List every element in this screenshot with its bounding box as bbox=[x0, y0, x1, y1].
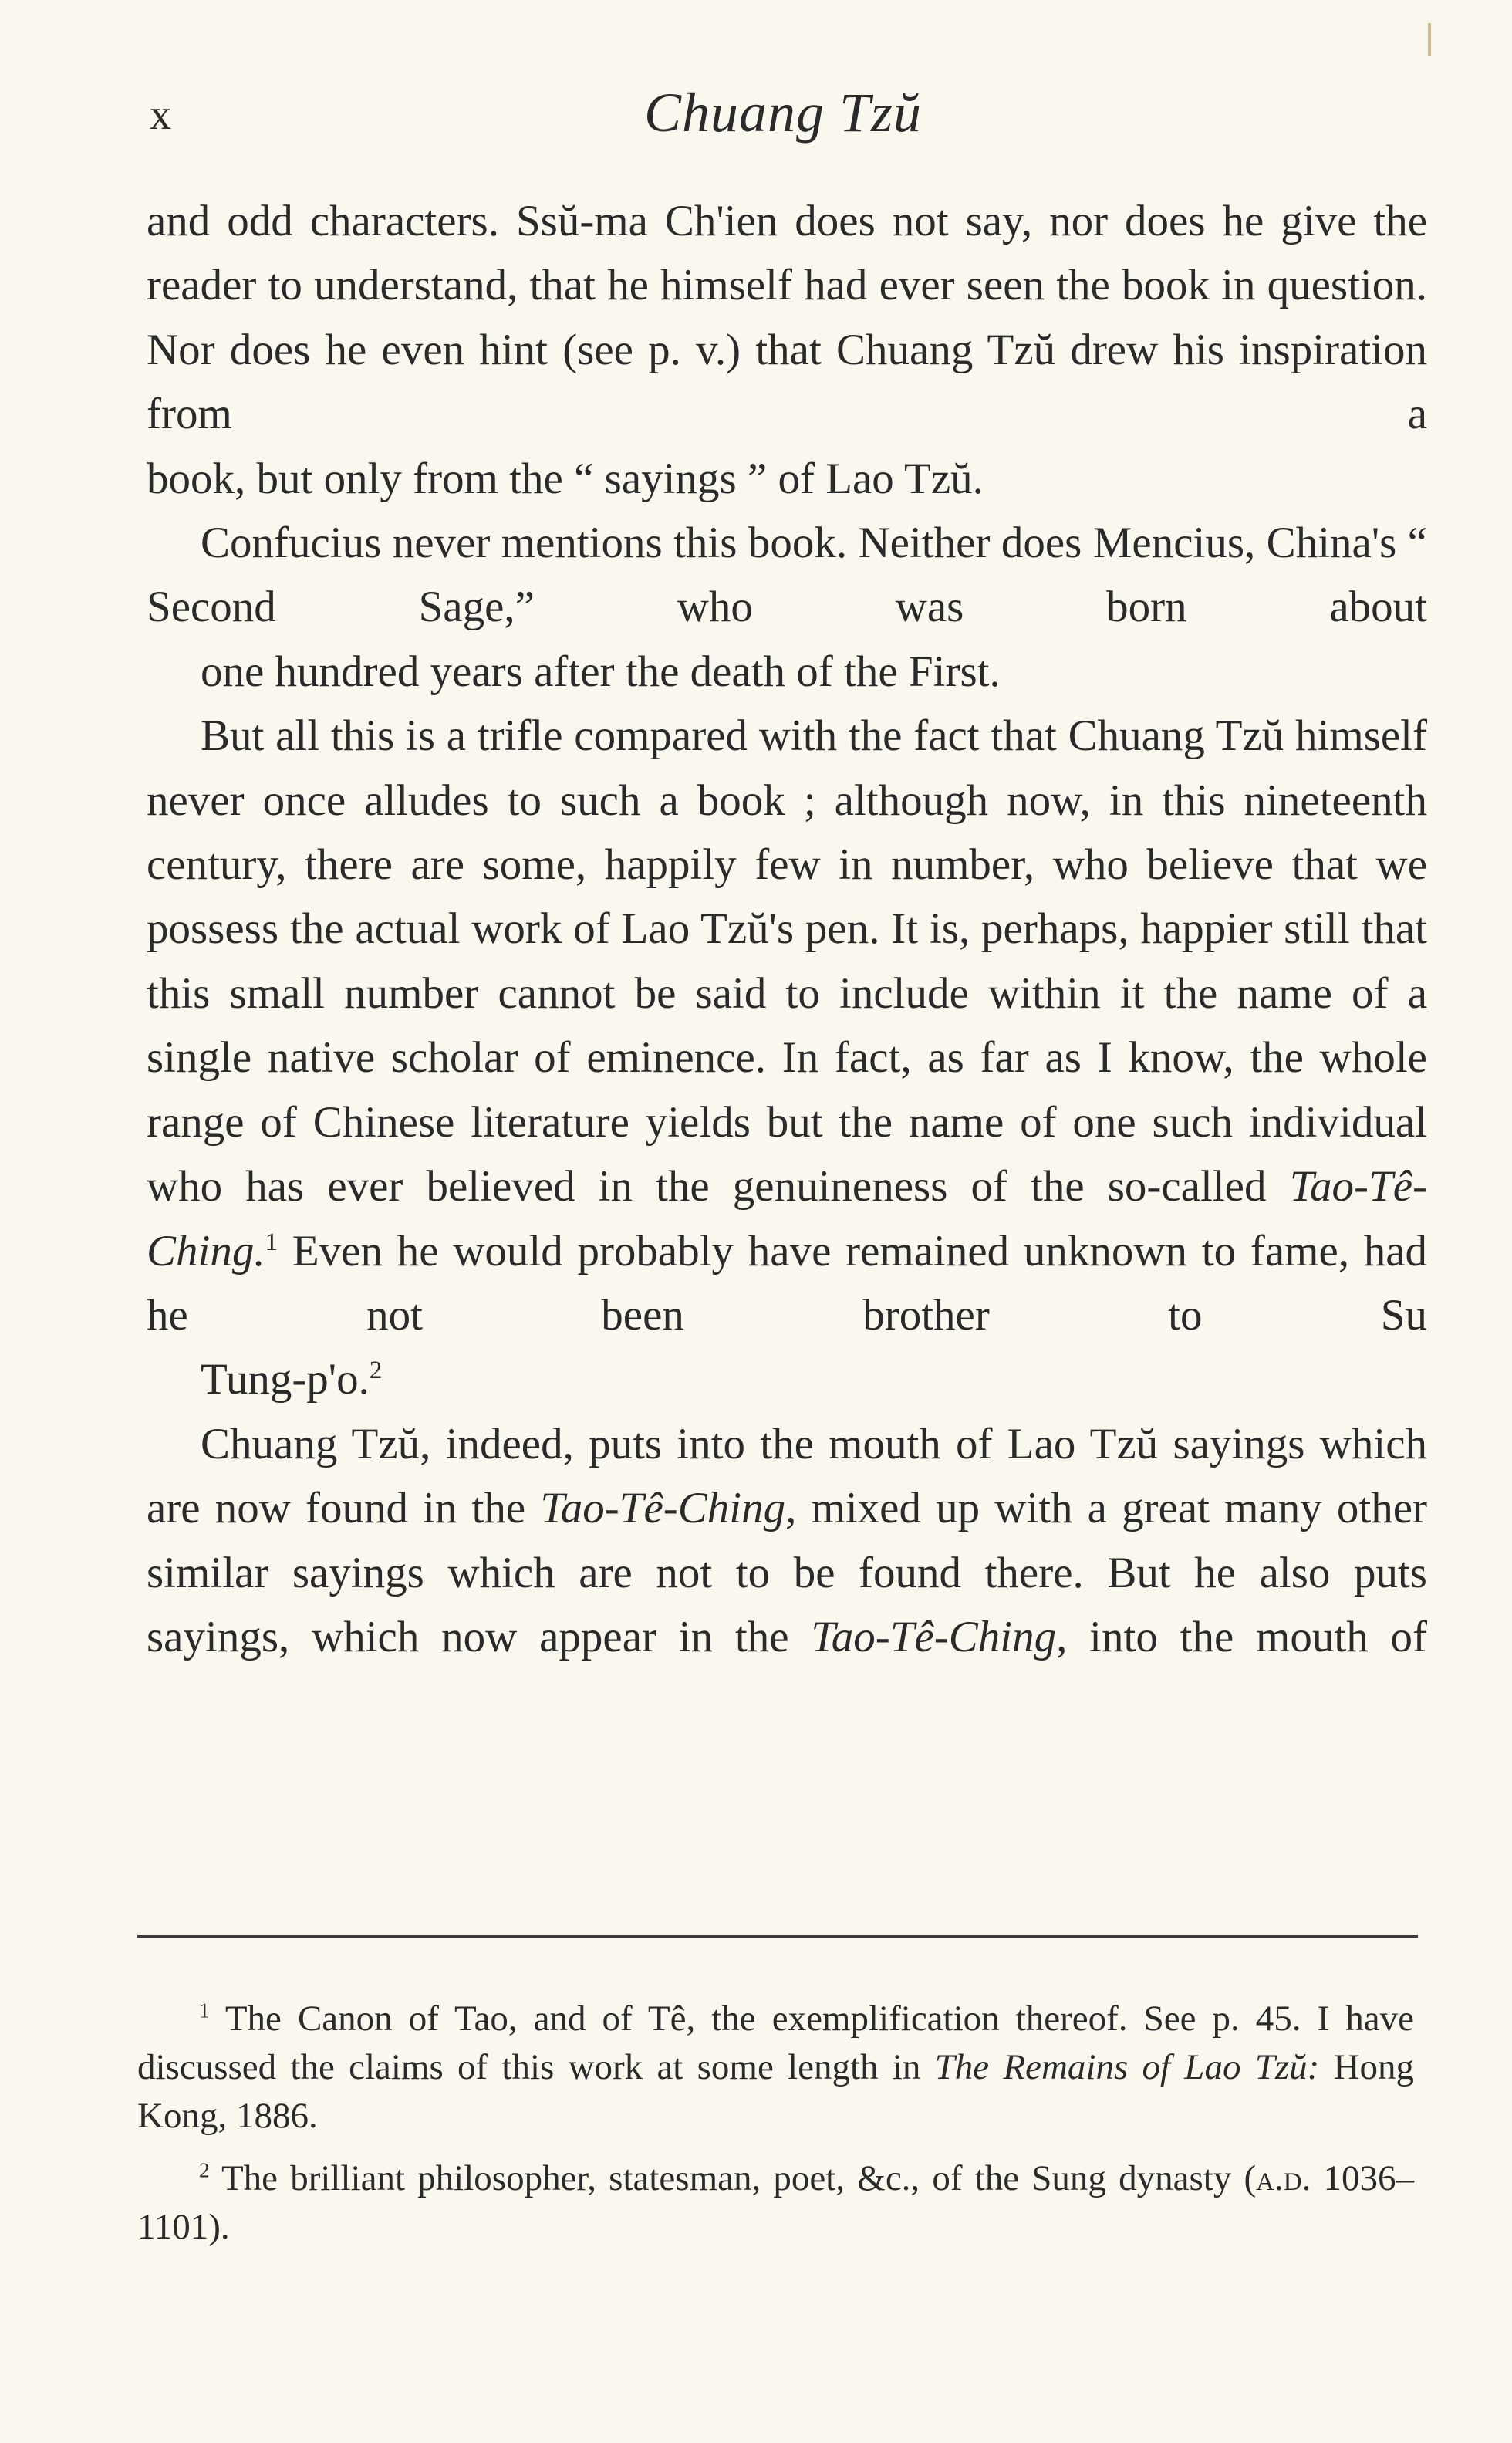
footnote-divider bbox=[137, 1935, 1418, 1938]
text-line: although now, in this nineteenth century, there are some, bbox=[147, 775, 1427, 890]
text-line: In fact, as far as I know, the whole range of Chinese bbox=[147, 1033, 1427, 1147]
text-line: (see p. v.) that Chuang Tzŭ drew his inspiration from a bbox=[147, 325, 1427, 439]
text-line: book, but only from the “ sayings ” of Lao Tzŭ. bbox=[147, 454, 984, 503]
paragraph-2 bbox=[147, 511, 1427, 704]
italic-title: Tao-Tê-Ching, bbox=[540, 1484, 797, 1533]
paragraph-4 bbox=[147, 1412, 1427, 1670]
text-line: now appear in the bbox=[441, 1612, 812, 1661]
footnote-marker: 1 bbox=[199, 1999, 210, 2022]
text-line: literature yields but the name of one such individual bbox=[471, 1097, 1427, 1147]
text-line: up with a great many other similar sayings which are bbox=[147, 1484, 1427, 1597]
text-line: Tung-p'o. bbox=[201, 1355, 370, 1404]
footnote-text: The brilliant philosopher, statesman, poet, &c., of the Sung dynasty ( bbox=[209, 2158, 1257, 2198]
era-abbreviation: a.d. bbox=[1256, 2158, 1311, 2198]
page-edge-mark bbox=[1428, 23, 1431, 56]
footnote-1 bbox=[137, 1995, 1414, 2141]
footnote-text: Hong Kong, 1886. bbox=[137, 2047, 1414, 2136]
footnote-ref-1: 1 bbox=[265, 1228, 278, 1256]
italic-title: Tao-Tê-Ching, bbox=[811, 1612, 1068, 1661]
main-text bbox=[147, 189, 1427, 1669]
italic-title: The Remains of Lao Tzŭ: bbox=[934, 2047, 1320, 2087]
text-line: within it the name of a single native scholar of eminence. bbox=[147, 968, 1428, 1083]
text-line: one hundred years after the death of the First. bbox=[201, 647, 1001, 696]
paragraph-3 bbox=[147, 704, 1427, 1411]
text-line: Even he would probably have remained bbox=[278, 1226, 1010, 1276]
text-line: does he give the reader to understand, that he himself had bbox=[147, 197, 1428, 310]
page-number: x bbox=[150, 91, 173, 139]
text-line: and odd characters. Ssŭ-ma Ch'ien does not say, nor bbox=[147, 197, 1109, 245]
text-line: But all this is a trifle compared with the fact that bbox=[201, 711, 1057, 761]
paragraph-1 bbox=[147, 189, 1427, 511]
text-line: not to be found there. But he also puts sayings, which bbox=[147, 1548, 1427, 1661]
running-head bbox=[147, 81, 1419, 150]
text-line: mixed bbox=[796, 1484, 921, 1533]
italic-title: Tao-Tê-Ching. bbox=[147, 1162, 1428, 1276]
text-line: actual work of Lao Tzŭ's pen. It is, perhaps, happier bbox=[355, 904, 1273, 954]
text-line: into the mouth of bbox=[1067, 1612, 1428, 1661]
text-line: Chuang Tzŭ himself never once alludes to such a book ; bbox=[147, 711, 1427, 825]
footnotes bbox=[137, 1995, 1414, 2266]
footnote-ref-2: 2 bbox=[369, 1357, 383, 1385]
running-title: Chuang Tzŭ bbox=[643, 82, 923, 144]
text-line: unknown to fame, had he not been brother to Su bbox=[147, 1226, 1428, 1340]
text-line: still that this small number cannot be said to include bbox=[147, 904, 1428, 1018]
text-line: sayings which are now found in the bbox=[147, 1419, 1427, 1533]
text-line: Mencius, China's “ Second Sage,” who was born about bbox=[147, 519, 1427, 632]
footnote-text: The Canon of Tao, and of Tê, the exemplification thereof. See p. 45. I have discussed the claims of this work at some length in bbox=[137, 1999, 1414, 2087]
text-line: Chuang Tzŭ, indeed, puts into the mouth of Lao Tzŭ bbox=[201, 1419, 1159, 1468]
footnote-marker: 2 bbox=[199, 2158, 210, 2182]
footnote-2 bbox=[137, 2154, 1414, 2252]
text-line: ever seen the book in question. Nor does he even hint bbox=[147, 261, 1427, 374]
text-line: happily few in number, who believe that we possess the bbox=[147, 840, 1427, 954]
footnote-text: 1036–1101). bbox=[137, 2158, 1415, 2247]
text-line: Confucius never mentions this book. Neither does bbox=[201, 519, 1082, 568]
text-line: who has ever believed in the genuineness of the so-called bbox=[147, 1162, 1267, 1211]
